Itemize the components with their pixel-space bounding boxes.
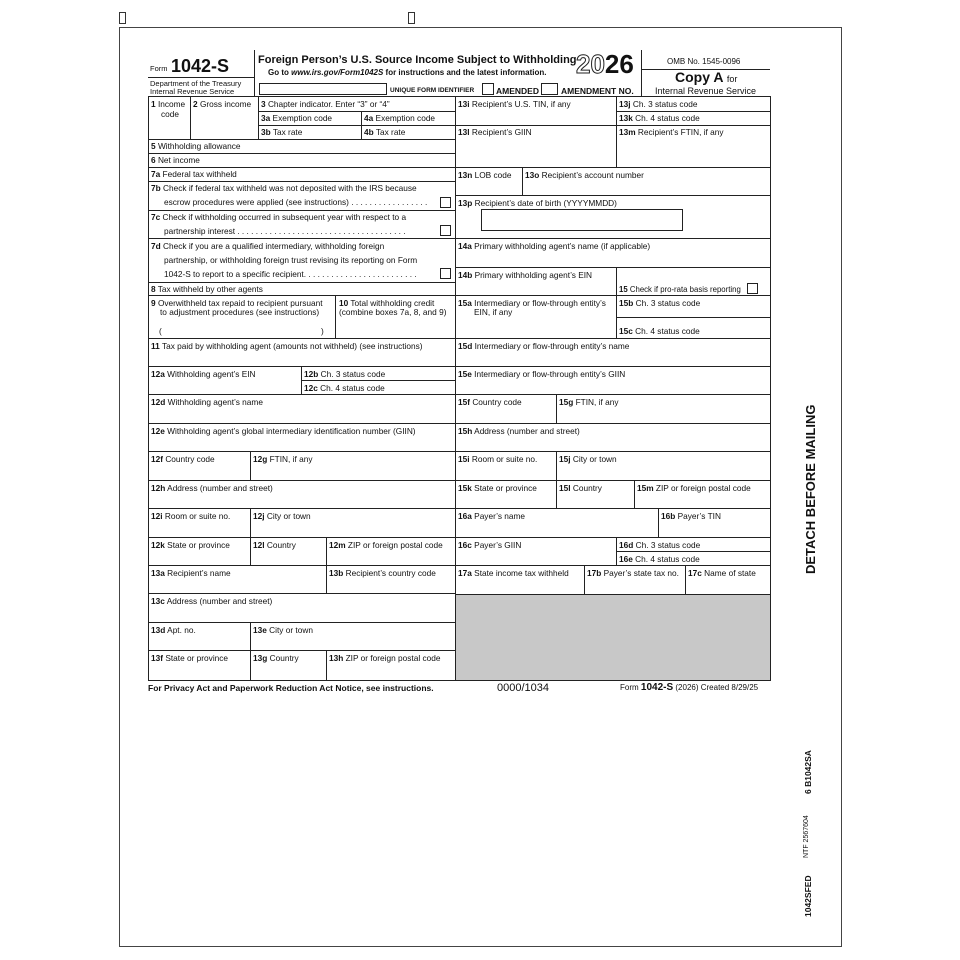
rule [148,394,455,395]
rule [250,508,251,565]
box-15e-label: 15e Intermediary or flow-through entity’s GIIN [458,369,626,379]
rule [556,451,557,508]
rule [326,650,327,680]
rule [258,125,455,126]
rule [148,77,254,78]
rule [455,394,770,395]
rule [455,125,770,126]
box-7d-label: 7d Check if you are a qualified intermediary, withholding foreign [151,241,385,251]
frame-top [148,96,771,97]
rule [258,96,259,139]
footer-form-id: Form 1042-S (2026) Created 8/29/25 [620,682,759,693]
box-5-withholding-allowance-label: 5 Withholding allowance [151,141,241,151]
unique-form-identifier-field[interactable] [259,83,387,95]
box-12h-label: 12h Address (number and street) [151,483,273,493]
rule [148,282,455,283]
rule [685,565,686,594]
rule [190,96,191,139]
box-11-label: 11 Tax paid by withholding agent (amounts not withheld) (see instructions) [151,341,423,351]
rule [148,451,455,452]
box-16d-label: 16d Ch. 3 status code [619,540,701,550]
rule [584,565,585,594]
box-13i-label: 13i Recipient’s U.S. TIN, if any [458,99,571,109]
box-17c-label: 17c Name of state [688,568,756,578]
rule [254,50,255,96]
rule [148,480,455,481]
rule [616,537,617,565]
box-15a-label-line2: EIN, if any [474,307,513,317]
box-12a-label: 12a Withholding agent’s EIN [151,369,256,379]
rule [616,267,617,338]
registration-mark-left [119,12,126,24]
box-7b-label: 7b Check if federal tax withheld was not deposited with the IRS because [151,183,417,193]
box-15b-label: 15b Ch. 3 status code [619,298,701,308]
rule [455,480,770,481]
rule [148,508,455,509]
rule [616,96,617,167]
box-12f-label: 12f Country code [151,454,215,464]
rule [616,317,770,318]
rule [301,380,455,381]
rule [326,537,327,593]
box-15-checkbox[interactable] [747,283,758,294]
side-code-b1042sa: 6 B1042SA [803,750,813,794]
box-15a-label: 15a Intermediary or flow-through entity’s [458,298,606,308]
box-6-net-income-label: 6 Net income [151,155,200,165]
box-17b-label: 17b Payer’s state tax no. [587,568,679,578]
box-8-label: 8 Tax withheld by other agents [151,284,263,294]
omb-number: OMB No. 1545-0096 [667,57,741,66]
box-9-label: 9 Overwithheld tax repaid to recipient pursuant [151,298,323,308]
rule [641,50,642,96]
rule [455,508,770,509]
box-3b-tax-rate-label: 3b Tax rate [261,127,303,137]
rule [148,622,455,623]
box-7b-label-line2: escrow procedures were applied (see instructions) . . . . . . . . . . . . . . . . . [164,197,428,207]
box-12k-label: 12k State or province [151,540,230,550]
amended-label: AMENDED [496,86,539,96]
amended-checkbox[interactable] [482,83,494,95]
rule [148,167,455,168]
box-7a-federal-tax-withheld-label: 7a Federal tax withheld [151,169,237,179]
rule [148,423,455,424]
rule [616,551,770,552]
box-2-gross-income-label: 2 Gross income [193,99,252,109]
form-control-code: 0000/1034 [497,682,549,694]
box-13k-label: 13k Ch. 4 status code [619,113,700,123]
copy-label: Copy A [675,69,723,85]
box-12c-label: 12c Ch. 4 status code [304,383,385,393]
shaded-unused-area [456,595,770,680]
rule [455,423,770,424]
column-divider [455,96,456,680]
box-7b-checkbox[interactable] [440,197,451,208]
box-12m-label: 12m ZIP or foreign postal code [329,540,443,550]
box-13l-label: 13l Recipient’s GIIN [458,127,532,137]
side-code-1042sfed: 1042SFED [803,875,813,917]
rule [250,451,251,480]
rule [455,537,770,538]
copy-for: for [726,74,738,84]
rule [455,451,770,452]
box-7d-label-line3: 1042-S to report to a specific recipient. . . . . . . . . . . . . . . . . . . . . . . . . [164,269,417,279]
privacy-notice: For Privacy Act and Paperwork Reduction Act Notice, see instructions. [148,683,434,693]
rule [455,338,770,339]
frame-right [770,96,771,680]
box-16b-label: 16b Payer’s TIN [661,511,721,521]
detach-before-mailing: DETACH BEFORE MAILING [803,404,818,574]
rule [148,153,455,154]
box-12l-label: 12l Country [253,540,296,550]
box-13h-label: 13h ZIP or foreign postal code [329,653,441,663]
box-12e-label: 12e Withholding agent’s global intermediary identification number (GIIN) [151,426,416,436]
box-15m-label: 15m ZIP or foreign postal code [637,483,751,493]
amendment-number-label: AMENDMENT NO. [561,86,634,96]
form-prefix: Form [150,64,168,73]
agency-name: Internal Revenue Service [150,87,235,96]
rule [658,508,659,537]
box-15k-label: 15k State or province [458,483,537,493]
amendment-number-field[interactable] [541,83,558,95]
rule [148,181,455,182]
box-13j-label: 13j Ch. 3 status code [619,99,698,109]
box-15i-label: 15i Room or suite no. [458,454,538,464]
rule [455,167,770,168]
rule [335,295,336,338]
box-13a-label: 13a Recipient’s name [151,568,231,578]
box-12i-label: 12i Room or suite no. [151,511,231,521]
box-15f-label: 15f Country code [458,397,522,407]
rule [301,366,302,394]
box-13m-label: 13m Recipient’s FTIN, if any [619,127,724,137]
box-15l-label: 15l Country [559,483,602,493]
box-15g-label: 15g FTIN, if any [559,397,619,407]
box-9-label-line2: to adjustment procedures (see instructions) [160,307,320,317]
goto-suffix: for instructions and the latest information. [385,68,547,77]
rule [148,238,455,239]
rule [556,394,557,423]
box-14a-label: 14a Primary withholding agent’s name (if applicable) [458,241,651,251]
frame-bottom [148,680,771,681]
instructions-link-line [268,68,546,78]
box-13n-label: 13n LOB code [458,170,512,180]
box-13e-label: 13e City or town [253,625,313,635]
box-13p-label: 13p Recipient’s date of birth (YYYYMMDD) [458,198,617,208]
tax-year-bold: 26 [604,49,634,79]
rule [148,338,455,339]
box-7d-checkbox[interactable] [440,268,451,279]
rule [641,69,770,70]
box-13o-label: 13o Recipient’s account number [525,170,644,180]
rule [455,565,770,566]
rule [250,622,251,680]
box-16e-label: 16e Ch. 4 status code [619,554,700,564]
rule [148,139,455,140]
box-4a-exemption-code-label: 4a Exemption code [364,113,436,123]
side-code-ntf: NTF 2567604 [803,815,810,858]
tax-year [576,50,634,78]
rule [361,111,362,139]
date-of-birth-field[interactable] [481,209,683,231]
box-13f-label: 13f State or province [151,653,229,663]
box-7c-label-line2: partnership interest . . . . . . . . . . . . . . . . . . . . . . . . . . . . . . . . . . . . . [164,226,406,236]
box-13c-label: 13c Address (number and street) [151,596,273,606]
box-7d-label-line2: partnership, or withholding foreign trust revising its reporting on Form [164,255,418,265]
box-12d-label: 12d Withholding agent’s name [151,397,263,407]
instructions-url[interactable]: www.irs.gov/Form1042S [291,68,384,77]
box-9-paren-close: ) [321,326,324,336]
registration-mark-right [408,12,415,24]
rule [148,210,455,211]
rule [148,650,455,651]
goto-prefix: Go to [268,68,289,77]
box-12g-label: 12g FTIN, if any [253,454,313,464]
box-4b-tax-rate-label: 4b Tax rate [364,127,406,137]
rule [455,366,770,367]
unique-form-identifier-label: UNIQUE FORM IDENTIFIER [390,87,475,94]
rule [148,537,455,538]
box-14b-label: 14b Primary withholding agent’s EIN [458,270,593,280]
box-3a-exemption-code-label: 3a Exemption code [261,113,333,123]
box-12j-label: 12j City or town [253,511,311,521]
box-7c-checkbox[interactable] [440,225,451,236]
box-10-label-line2: (combine boxes 7a, 8, and 9) [339,307,447,317]
box-3-chapter-indicator-label: 3 Chapter indicator. Enter “3” or “4” [261,99,390,109]
box-1-income-code-label: 1 Income code [151,99,186,119]
box-13b-label: 13b Recipient’s country code [329,568,436,578]
rule [455,295,770,296]
form-title: Foreign Person’s U.S. Source Income Subject to Withholding [258,54,577,66]
box-17a-label: 17a State income tax withheld [458,568,569,578]
copy-recipient: Internal Revenue Service [655,86,757,96]
rule [148,593,455,594]
rule [634,480,635,508]
copy-designation [675,70,737,87]
rule [258,111,455,112]
rule [522,167,523,195]
department-name: Department of the Treasury [150,79,242,88]
box-7c-label: 7c Check if withholding occurred in subsequent year with respect to a [151,212,407,222]
rule [455,195,770,196]
box-16a-label: 16a Payer’s name [458,511,526,521]
box-15c-label: 15c Ch. 4 status code [619,326,700,336]
box-15j-label: 15j City or town [559,454,617,464]
box-13d-label: 13d Apt. no. [151,625,196,635]
box-12b-label: 12b Ch. 3 status code [304,369,386,379]
box-9-paren-open: ( [159,326,162,336]
box-15d-label: 15d Intermediary or flow-through entity’s name [458,341,630,351]
rule [148,565,455,566]
box-13g-label: 13g Country [253,653,299,663]
box-15h-label: 15h Address (number and street) [458,426,580,436]
rule [455,267,770,268]
form-number: 1042-S [171,56,230,76]
box-15-label: 15 Check if pro-rata basis reporting [619,285,741,294]
box-16c-label: 16c Payer’s GIIN [458,540,522,550]
tax-year-outline: 20 [576,49,605,79]
rule [616,111,770,112]
rule [148,295,455,296]
box-10-label: 10 Total withholding credit [339,298,435,308]
rule [455,238,770,239]
